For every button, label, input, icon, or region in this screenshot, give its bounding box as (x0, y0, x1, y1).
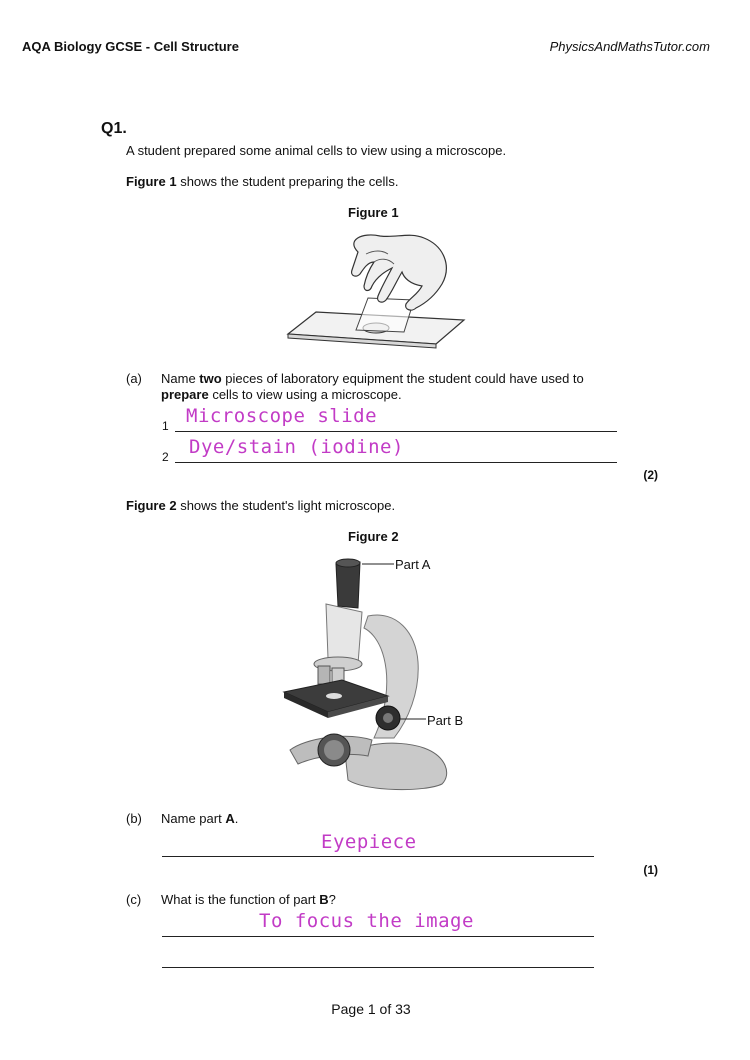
answer-line-1-number: 1 (162, 419, 169, 433)
part-c-answer-line-1[interactable] (162, 936, 594, 937)
part-b-answer-line[interactable] (162, 856, 594, 857)
header-site: PhysicsAndMathsTutor.com (549, 39, 710, 54)
figure2-caption: Figure 2 (348, 529, 399, 544)
part-b-question: Name part A. (161, 811, 239, 826)
microscope-illustration (276, 552, 476, 792)
cover-slip-shape (356, 298, 414, 332)
part-b-marks: (1) (643, 863, 658, 877)
part-a-question: Name two pieces of laboratory equipment the student could have used to prepare cells to view using a microscope. (161, 371, 584, 402)
part-c-handwriting[interactable]: To focus the image (259, 910, 474, 932)
figure1-ref-text: shows the student preparing the cells. (176, 174, 399, 189)
part-a-callout: Part A (395, 557, 431, 572)
part-c-label: (c) (126, 892, 142, 907)
part-a-marks: (2) (643, 468, 658, 482)
part-c-answer-line-2[interactable] (162, 967, 594, 968)
answer-line-2[interactable] (175, 462, 617, 463)
figure2-ref-text: shows the student's light microscope. (176, 498, 396, 513)
figure1-illustration (284, 228, 469, 354)
header-title: AQA Biology GCSE - Cell Structure (22, 39, 239, 54)
part-a-label: (a) (126, 371, 142, 386)
question-number: Q1. (101, 120, 127, 137)
part-b-label: (b) (126, 811, 142, 826)
answer-line-2-number: 2 (162, 450, 169, 464)
part-b-callout: Part B (427, 713, 464, 728)
eyepiece-shape (336, 562, 360, 608)
question-intro: A student prepared some animal cells to view using a microscope. (126, 143, 507, 158)
part-b-handwriting[interactable]: Eyepiece (321, 831, 417, 853)
part-c-question: What is the function of part B? (161, 892, 336, 907)
answer-2-handwriting[interactable]: Dye/stain (iodine) (189, 436, 404, 458)
figure2-reference (126, 498, 395, 513)
figure1-reference (126, 174, 398, 189)
page-number: Page 1 of 33 (331, 1001, 411, 1017)
answer-1-handwriting[interactable]: Microscope slide (186, 405, 378, 427)
figure1-caption: Figure 1 (348, 205, 399, 220)
answer-line-1[interactable] (175, 431, 617, 432)
body-tube (326, 604, 362, 664)
hand-shape (352, 235, 447, 310)
figure2-ref-bold: Figure 2 (126, 498, 177, 513)
figure1-ref-bold: Figure 1 (126, 174, 177, 189)
